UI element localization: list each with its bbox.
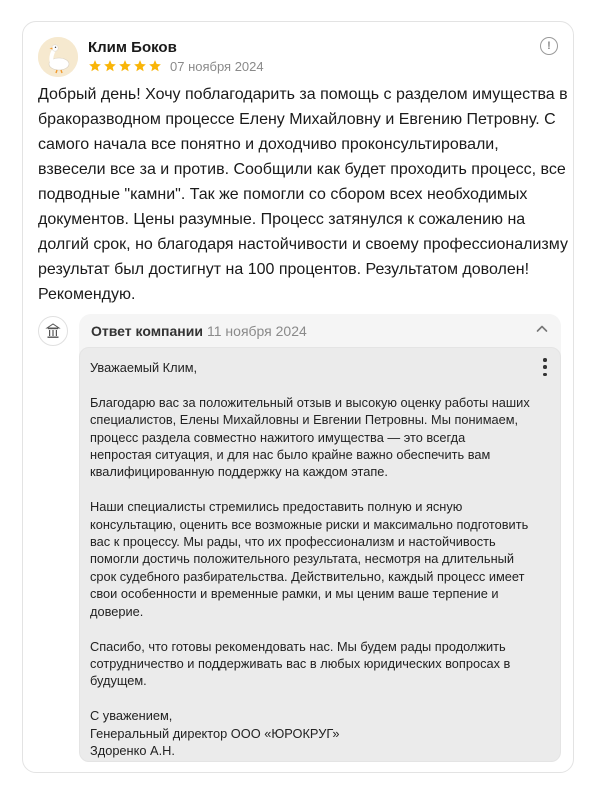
star-icon xyxy=(118,59,132,73)
goose-avatar-icon xyxy=(38,37,78,77)
company-reply xyxy=(79,314,561,762)
rating-stars xyxy=(88,59,162,73)
review-date: 07 ноября 2024 xyxy=(170,59,264,74)
star-icon xyxy=(148,59,162,73)
building-emblem-icon xyxy=(39,317,67,345)
company-logo xyxy=(38,316,68,346)
reply-title: Ответ компании xyxy=(91,323,203,339)
review-card xyxy=(22,21,574,773)
review-author-name[interactable]: Клим Боков xyxy=(88,39,177,56)
user-avatar[interactable] xyxy=(38,37,78,77)
star-icon xyxy=(133,59,147,73)
star-icon xyxy=(103,59,117,73)
reply-text: Уважаемый Клим, Благодарю вас за положительный отзыв и высокую оценку работы наших специалистов, Елены Михайловны и Евгении Петровны. Мы понимаем, процесс раздела совместно нажитого имущества — это всегда непростая ситуация, и для нас было крайне важно обеспечить вам квалифицированную поддержку на каждом этапе. Наши специалисты стремились предоставить полную и ясную консультацию, оценить все возможные риски и максимально подготовить вас к процессу. Мы рады, что их профессионализм и настойчивость помогли достичь положительного результата, несмотря на длительный срок судебного разбирательства. Действительно, каждый процесс имеет свои особенности и временные рамки, и мы ценим ваше терпение и доверие. Спасибо, что готовы рекомендовать нас. Мы будем рады продолжить сотрудничество и поддерживать вас в любых юридических вопросах в будущем. С уважением, Генеральный директор ООО «ЮРОКРУГ» Здоренко А.Н. xyxy=(90,360,530,758)
chevron-up-icon[interactable] xyxy=(535,322,549,336)
reply-body xyxy=(79,347,561,762)
info-circle-icon[interactable]: ! xyxy=(540,37,558,55)
star-icon xyxy=(88,59,102,73)
more-vertical-icon[interactable] xyxy=(540,358,550,376)
review-text: Добрый день! Хочу поблагодарить за помощь с разделом имущества в бракоразводном процессе Елену Михайловну и Евгению Петровну. С самого начала все понятно и доходчиво проконсультировали, взвесели все за и против. Сообщили как будет проходить процесс, все подводные "камни". Так же помогли со сбором всех необходимых документов. Цены разумные. Процесс затянулся к сожалению на долгий срок, но благодаря настойчивости и своему профессионализму результат был достигнут на 100 процентов. Результатом доволен! Рекомендую. xyxy=(38,86,568,303)
reply-date: 11 ноября 2024 xyxy=(207,323,307,339)
